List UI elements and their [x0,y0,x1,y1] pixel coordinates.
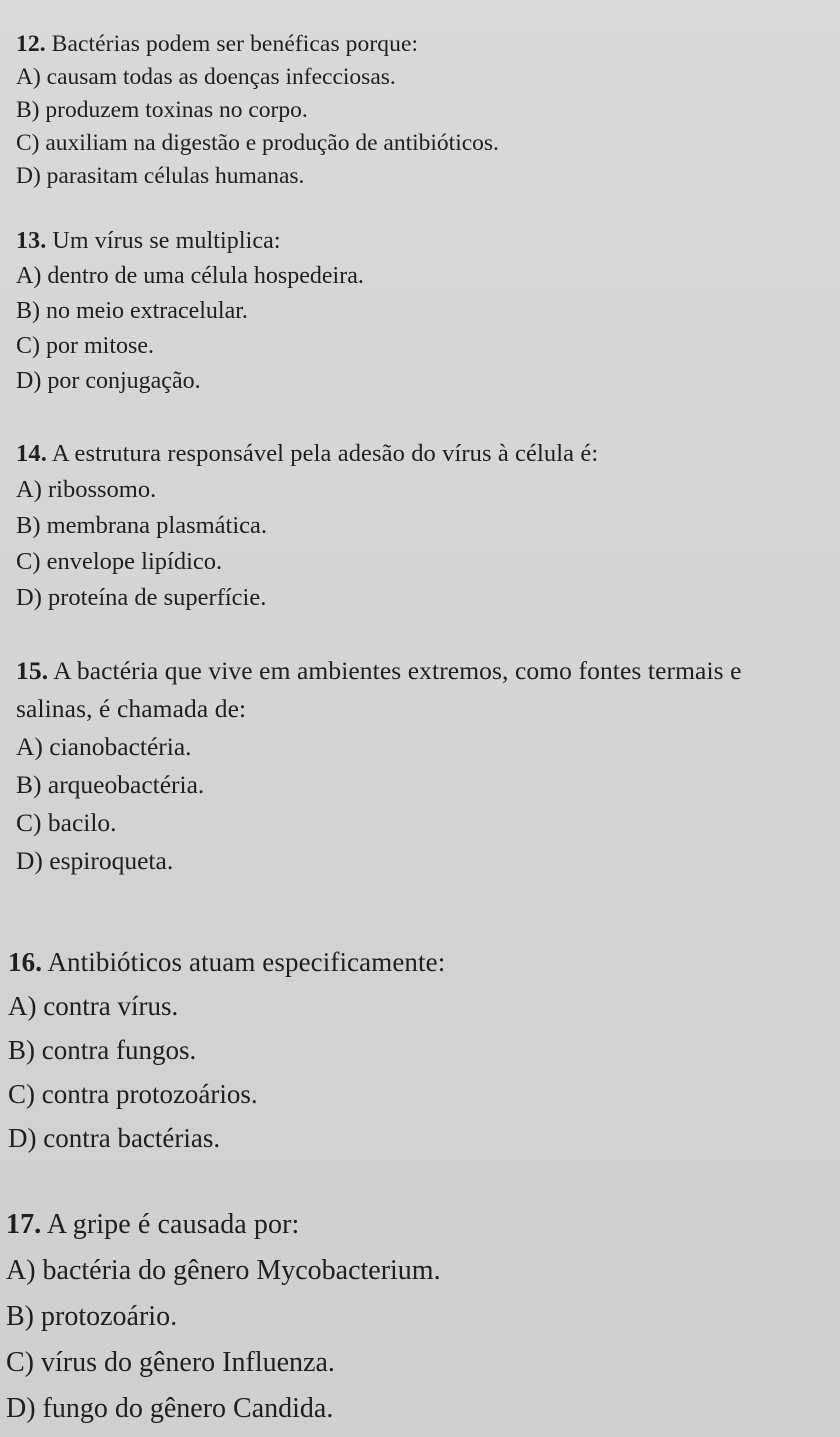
question-stem [0,652,830,728]
question-stem [0,1202,830,1248]
question-text: A gripe é causada por: [46,1209,300,1240]
question-text: A bactéria que vive em ambientes extremos, como fontes termais e salinas, é chamada de: [16,656,742,723]
question-17 [0,1202,830,1432]
question-number: 17. [6,1209,42,1240]
question-16 [0,940,830,1160]
option-a: A) cianobactéria. [16,732,192,761]
option-c: C) por mitose. [16,333,154,359]
question-stem [0,436,830,472]
question-number: 13. [16,228,47,254]
option-a: A) dentro de uma célula hospedeira. [16,263,364,289]
option-d: D) por conjugação. [16,368,201,394]
question-stem [0,28,830,61]
option-d: D) proteína de superfície. [16,584,267,611]
question-number: 16. [8,947,43,977]
option-b: B) arqueobactéria. [16,770,205,799]
option-list [0,259,830,399]
option-d: D) fungo do gênero Candida. [6,1393,334,1424]
option-list [0,61,830,193]
option-b: B) membrana plasmática. [16,512,268,539]
option-a: A) bactéria do gênero Mycobacterium. [6,1255,441,1286]
question-number: 14. [16,440,47,467]
option-c: C) envelope lipídico. [16,548,223,575]
option-list [0,472,830,616]
option-c: C) vírus do gênero Influenza. [6,1347,335,1378]
question-number: 12. [16,31,46,57]
question-number: 15. [16,656,49,685]
question-text: Antibióticos atuam especificamente: [47,947,446,977]
option-a: A) contra vírus. [8,991,179,1021]
question-15 [0,652,830,880]
option-a: A) causam todas as doenças infecciosas. [16,64,396,90]
question-12 [0,28,830,193]
option-list [0,1248,830,1432]
question-text: Bactérias podem ser benéficas porque: [51,31,419,57]
question-stem [0,224,830,259]
option-d: D) contra bactérias. [8,1123,221,1153]
option-b: B) no meio extracelular. [16,298,248,324]
option-list [0,728,830,880]
question-text: A estrutura responsável pela adesão do vírus à célula é: [51,440,599,467]
option-b: B) contra fungos. [8,1035,197,1065]
question-13 [0,224,830,399]
option-list [0,984,830,1160]
option-c: C) bacilo. [16,808,117,837]
question-14 [0,436,830,616]
option-d: D) espiroqueta. [16,846,174,875]
option-d: D) parasitam células humanas. [16,163,305,189]
option-b: B) protozoário. [6,1301,178,1332]
question-text: Um vírus se multiplica: [52,228,281,254]
option-c: C) auxiliam na digestão e produção de antibióticos. [16,130,499,156]
option-c: C) contra protozoários. [8,1079,258,1109]
option-a: A) ribossomo. [16,476,157,503]
option-b: B) produzem toxinas no corpo. [16,97,308,123]
question-stem [0,940,830,984]
